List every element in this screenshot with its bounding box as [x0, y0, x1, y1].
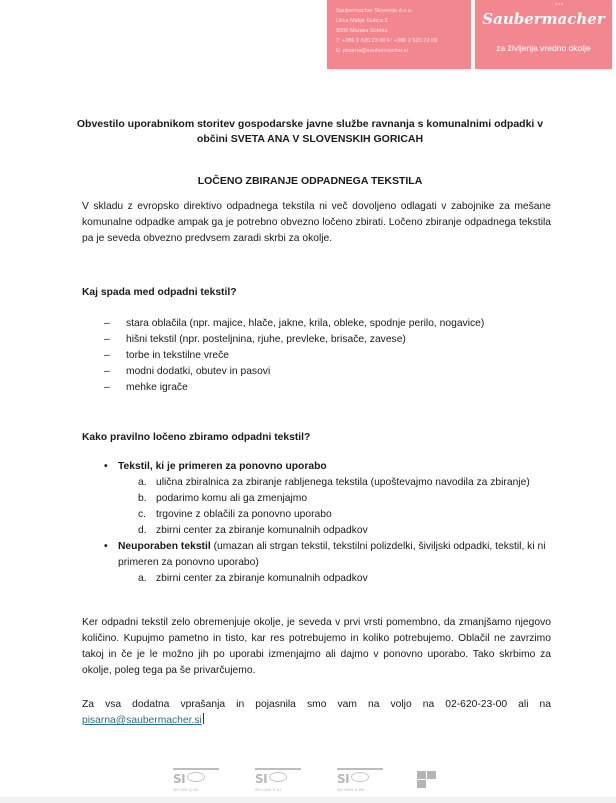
list-item-reusable: • Tekstil, ki je primeren za ponovno uporabo a. ulična zbiralnica za zbiranje rabljenega tekstila (upoštevajmo navodila za zbiranje) b. podarimo komu ali ga zmenjajmo c. trgovine z oblačili za ponovno uporabo d. zbirni center za zbiranje komunalnih odpadkov: [96, 459, 556, 539]
certification-ring-icon: [187, 772, 205, 782]
logo-dots-icon: °°°: [555, 3, 564, 9]
contact-paragraph: Za vsa dodatna vprašanja in pojasnila smo vam na voljo na 02-620-23-00 ali na pisarna@saubermacher.si: [82, 699, 551, 726]
list-item: c. trgovine z oblačili za ponovno uporabo: [138, 509, 332, 520]
footer-certifications: [0, 768, 616, 792]
list-item: – hišni tekstil (npr. posteljnina, rjuhe, prevleke, brisače, zavese): [104, 334, 406, 345]
page-bottom-edge: [0, 797, 616, 803]
company-city: 9000 Murska Sobota: [336, 28, 388, 34]
list-item: – modni dodatki, obutev in pasovi: [104, 366, 271, 377]
brand-tagline: za življenja vredno okolje: [496, 43, 591, 53]
saubermacher-logo: Saubermacher: [482, 10, 605, 28]
company-email: E: pisarna@saubermacher.si: [336, 48, 408, 54]
unusable-sublist: [118, 571, 556, 587]
document-title: Obvestilo uporabnikom storitev gospodarske javne službe ravnanja s komunalnimi odpadki v občini SVETA ANA V SLOVENSKIH GORICAH: [76, 118, 544, 145]
family-friendly-logo-icon: [417, 768, 439, 792]
list-item: – stara oblačila (npr. majice, hlače, jakne, krila, obleke, spodnje perilo, nogavice): [104, 318, 485, 329]
list-item: a. zbirni center za zbiranje komunalnih odpadkov: [138, 573, 368, 584]
header-address-box: [327, 0, 471, 69]
section1-heading: Kaj spada med odpadni tekstil?: [82, 287, 237, 298]
company-street: Ulica Matije Gubca 2: [336, 18, 388, 24]
list-item: d. zbirni center za zbiranje komunalnih odpadkov: [138, 525, 368, 536]
iso-9001-logo: SI ISO 9001 Q-190: [173, 768, 223, 792]
certification-ring-icon: [269, 772, 287, 782]
reusable-sublist: [118, 475, 556, 539]
text-cursor: [203, 713, 204, 724]
document-subtitle: LOČENO ZBIRANJE ODPADNEGA TEKSTILA: [197, 175, 423, 187]
company-phone-fax: T: +386 2 620 23 00 F: +386 2 620 23 09: [336, 38, 438, 44]
iso-45001-logo: SI ISO 45001 H-085: [337, 768, 387, 792]
header-brand-box: [475, 0, 612, 69]
collection-methods-list: [96, 459, 556, 587]
closing-paragraph: Ker odpadni tekstil zelo obremenjuje okolje, je seveda v prvi vrsti pomembno, da zmanjšamo njegovo količino. Kupujmo pametno in tisto, kar res potrebujemo in koliko potrebujemo. Oblačil ne zavrzimo takoj in če je le možno jih po uporabi izmenjajmo ali dajmo v ponovno uporabo. Tako skrbimo za okolje, poleg tega pa še privarčujemo.: [82, 617, 551, 676]
list-item: a. ulična zbiralnica za zbiranje rabljenega tekstila (upoštevajmo navodila za zbiranje): [138, 477, 530, 488]
list-item: b. podarimo komu ali ga zmenjajmo: [138, 493, 308, 504]
textile-types-list: [104, 316, 573, 396]
list-item-unusable: • Neuporaben tekstil (umazan ali strgan tekstil, tekstilni polizdelki, šiviljski odpadki, tekstil, ki ni primeren za ponovno uporabo) a. zbirni center za zbiranje komunalnih odpadkov: [96, 539, 556, 587]
list-item: – mehke igrače: [104, 382, 188, 393]
email-link[interactable]: pisarna@saubermacher.si: [82, 715, 202, 726]
intro-paragraph: V skladu z evropsko direktivo odpadnega tekstila ni več dovoljeno odlagati v zabojnike za mešane komunalne odpadke ampak ga je potrebno obvezno ločeno zbirati. Ločeno zbiranje odpadnega tekstila pa je seveda obvezno predvsem zaradi skrbi za okolje.: [82, 201, 551, 244]
company-name: Saubermacher Slovenija d.o.o.: [336, 8, 413, 14]
company-address: [336, 6, 437, 56]
section2-heading: Kako pravilno ločeno zbiramo odpadni tekstil?: [82, 432, 311, 443]
list-item: – torbe in tekstilne vreče: [104, 350, 230, 361]
iso-14001-logo: SI ISO 14001 E-111: [255, 768, 305, 792]
certification-ring-icon: [351, 772, 369, 782]
